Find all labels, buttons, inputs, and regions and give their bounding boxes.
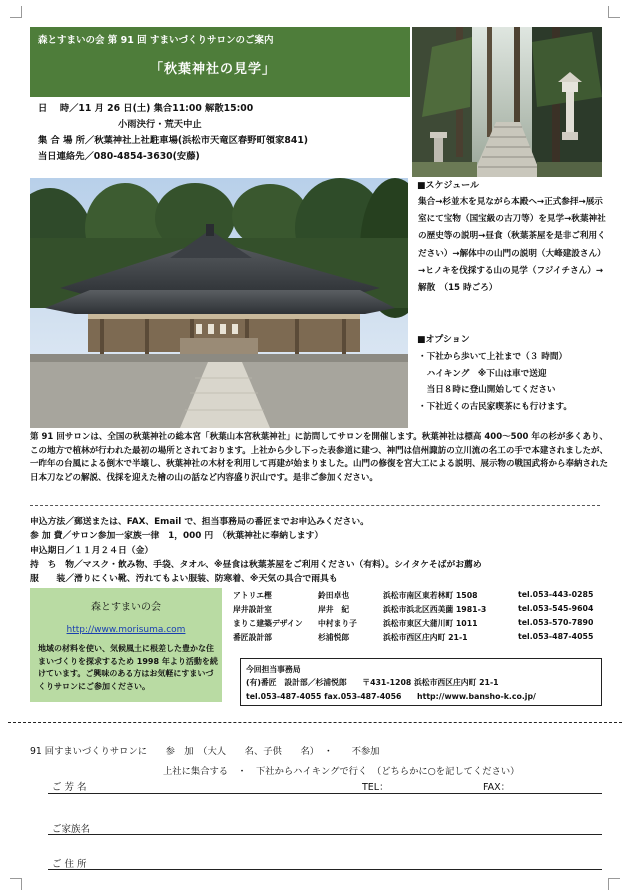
partner-tel: tel.053-487-4055 xyxy=(518,632,594,641)
crop-mark xyxy=(10,878,22,890)
tel-label: TEL： xyxy=(362,782,389,793)
partner-name: 岸井設計室 xyxy=(233,605,272,614)
partner-person: 杉浦悦郎 xyxy=(318,633,350,642)
items-to-bring: 持 ち 物／マスク・飲み物、手袋、タオル、※昼食は秋葉茶屋をご利用ください（有料）。シイタケそばがお薦め xyxy=(30,559,482,570)
club-description: 地域の材料を使い、気候風土に根差した豊かな住まいづくりを探求するため 1998 年より活動を続けています。ご興味のある方はお気軽にすまいづくりサロンにご参加ください。 xyxy=(38,644,218,691)
partner-tel: tel.053-443-0285 xyxy=(518,590,594,599)
participation-fee: 参 加 費／サロン参加一家族一律 1，000 円 （秋葉神社に奉納します） xyxy=(30,531,324,542)
family-name-label: ご家族名 xyxy=(52,824,91,835)
attendance-choice[interactable]: 91 回すまいづくりサロンに 参 加 （大人 名、子供 名） ・ 不参加 xyxy=(30,746,380,757)
stairway-photo xyxy=(412,27,602,177)
contact-address: (有)番匠 設計部／杉浦悦郎 〒431-1208 浜松市西区庄内町 21-1 xyxy=(246,678,499,687)
name-field[interactable] xyxy=(48,793,602,794)
name-label: ご 芳 名 xyxy=(52,782,87,793)
partner-person: 中村まり子 xyxy=(318,619,357,628)
address-field[interactable] xyxy=(48,869,602,870)
schedule-heading: ■スケジュール xyxy=(417,181,479,191)
section-divider xyxy=(30,505,600,506)
partner-address: 浜松市東区大蒲川町 1011 xyxy=(383,619,478,628)
club-website-link[interactable]: http://www.morisuma.com xyxy=(66,625,186,635)
partner-name: アトリエ樫 xyxy=(233,591,272,600)
application-info xyxy=(30,515,620,586)
partner-address: 浜松市南区東若林町 1508 xyxy=(383,591,478,600)
application-deadline: 申込期日／１１月２４日（金） xyxy=(30,545,154,556)
partner-name: 番匠設計部 xyxy=(233,633,272,642)
shrine-photo xyxy=(30,178,408,428)
contact-phone: 当日連絡先／080-4854-3630(安藤) xyxy=(38,151,200,162)
contact-tel-fax-web: tel.053-487-4055 fax.053-487-4056 http://www.bansho-k.co.jp/ xyxy=(246,692,536,701)
option-item: ・下社近くの古民家喫茶にも行けます。 xyxy=(418,401,573,412)
dress-code: 服 装／滑りにくい靴、汚れてもよい服装、防寒着、※天気の具合で雨具も xyxy=(30,574,338,585)
cut-line xyxy=(8,722,622,723)
partner-address: 浜松市浜北区西美薗 1981-3 xyxy=(383,605,487,614)
application-method: 申込方法／郵送または、FAX、Email で、担当事務局の番匠までお申込みください。 xyxy=(30,517,369,527)
contact-title: 今回担当事務局 xyxy=(246,665,301,674)
partner-tel: tel.053-570-7890 xyxy=(518,618,594,627)
option-item: ・下社から歩いて上社まで（３ 時間） xyxy=(418,352,568,362)
partner-person: 岸井 紀 xyxy=(318,605,350,614)
weather-note: 小雨決行・荒天中止 xyxy=(118,119,202,130)
header-subtitle: 森とすまいの会 第 91 回 すまいづくりサロンのご案内 xyxy=(38,35,274,46)
event-date: 日 時／11 月 26 日(土) 集合11:00 解散15:00 xyxy=(38,103,254,114)
intro-paragraph: 第 91 回サロンは、全国の秋葉神社の総本宮「秋葉山本宮秋葉神社」に訪問してサロンを開催します。秋葉神社は標高 400～500 年の杉が多くあり、この地方で植林が行われた最初の場所とされております。上社から少し下った表参道に建つ、神門は信州諏訪の立川流の名工の手で本建されましたが、一昨年の台風による倒木で半壊し、秋葉神社の木材を利用して再建が始まりました。山門の修復を宮大工による説明、展示物の戦国武将から奉納された日本刀などの解説、伐採を迎えた檜の山の話など内容盛り沢山です。是非ご参加ください。 xyxy=(30,432,609,483)
address-label: ご 住 所 xyxy=(52,859,87,870)
schedule-text: 集合→杉並木を見ながら本殿へ→正式参拝→展示室にて宝物（国宝級の古刀等）を見学→秋葉神社の歴史等の説明→昼食（秋葉茶屋を是非ご利用ください）→解体中の山門の説明（大峰建設さん）→ヒノキを伐採する山の見学（フジイチさん）→解散 （15 時ごろ） xyxy=(418,197,606,294)
crop-mark xyxy=(608,6,620,18)
options-heading: ■オプション xyxy=(417,335,470,345)
partner-tel: tel.053-545-9604 xyxy=(518,604,594,613)
option-item: ハイキング ※下山は車で送迎 xyxy=(418,368,547,379)
crop-mark xyxy=(608,878,620,890)
partner-name: まりこ建築デザイン xyxy=(233,619,303,628)
options-list xyxy=(418,349,608,415)
crop-mark xyxy=(10,6,22,18)
club-name: 森とすまいの会 xyxy=(91,602,161,613)
partner-address: 浜松市西区庄内町 21-1 xyxy=(383,633,468,642)
page-title: 「秋葉神社の見学」 xyxy=(150,62,277,77)
family-name-field[interactable] xyxy=(48,834,602,835)
option-item: 当日８時に登山開始してください xyxy=(418,385,556,395)
meeting-place: 集 合 場 所／秋葉神社上社駐車場(浜松市天竜区春野町領家841) xyxy=(38,135,309,146)
fax-label: FAX： xyxy=(483,782,511,793)
route-choice[interactable]: 上社に集合する ・ 下社からハイキングで行く （どちらかに○を記してください） xyxy=(163,766,520,777)
partner-person: 鈴田卓也 xyxy=(318,591,350,600)
